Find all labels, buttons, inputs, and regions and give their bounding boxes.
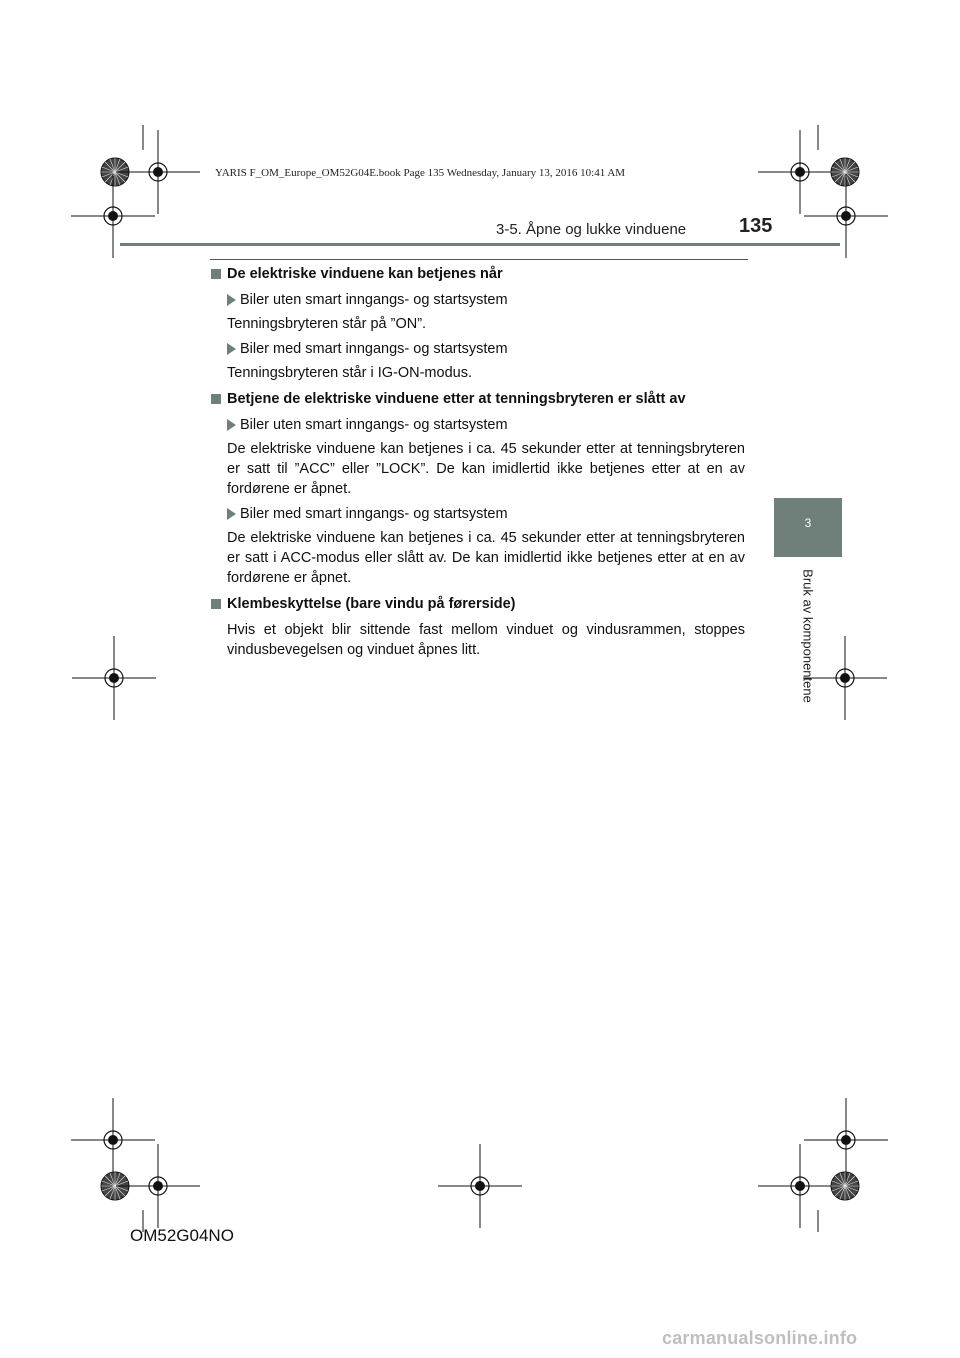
triangle-bullet-icon: [227, 508, 236, 520]
page-number: 135: [739, 215, 773, 237]
page-content: [211, 264, 745, 665]
paragraph: De elektriske vinduene kan betjenes i ca. 45 sekunder etter at tenningsbryteren er satt til ”ACC” eller ”LOCK”. De kan imidlertid ikke betjenes etter at en av fordørene er åpnet.: [227, 441, 745, 497]
triangle-bullet-icon: [227, 294, 236, 306]
watermark: carmanualsonline.info: [662, 1328, 858, 1348]
section-heading: [211, 594, 745, 614]
section-heading: [211, 389, 745, 409]
chapter-tab: [774, 498, 842, 557]
section-heading-text: Klembeskyttelse (bare vindu på førerside): [227, 596, 516, 612]
list-item-label: Biler med smart inngangs- og startsystem: [240, 506, 508, 522]
square-bullet-icon: [211, 394, 221, 404]
list-item-label: Biler med smart inngangs- og startsystem: [240, 341, 508, 357]
chapter-side-title: Bruk av komponentene: [800, 569, 816, 703]
paragraph: Hvis et objekt blir sittende fast mellom vinduet og vindusrammen, stoppes vindusbevegelsen og vinduet åpnes litt.: [227, 622, 745, 658]
header-section-title: 3-5. Åpne og lukke vinduene: [496, 221, 687, 238]
list-item-label: Biler uten smart inngangs- og startsystem: [240, 417, 508, 433]
list-item: [227, 339, 745, 359]
square-bullet-icon: [211, 269, 221, 279]
list-item: [227, 504, 745, 524]
list-item: [227, 290, 745, 310]
document-code: OM52G04NO: [130, 1226, 234, 1245]
section-heading-text: De elektriske vinduene kan betjenes når: [227, 266, 503, 282]
paragraph: De elektriske vinduene kan betjenes i ca. 45 sekunder etter at tenningsbryteren er satt i ACC-modus eller slått av. De kan imidlertid ikke betjenes etter at en av fordørene er åpnet.: [227, 530, 745, 586]
paragraph: Tenningsbryteren står i IG-ON-modus.: [227, 365, 472, 381]
triangle-bullet-icon: [227, 343, 236, 355]
triangle-bullet-icon: [227, 419, 236, 431]
list-item: [227, 415, 745, 435]
book-info-line: YARIS F_OM_Europe_OM52G04E.book Page 135 Wednesday, January 13, 2016 10:41 AM: [215, 167, 626, 179]
chapter-tab-number: 3: [804, 516, 812, 530]
square-bullet-icon: [211, 599, 221, 609]
header-rule: [120, 243, 840, 246]
content-top-rule: [210, 259, 748, 260]
paragraph: Tenningsbryteren står på ”ON”.: [227, 316, 427, 332]
list-item-label: Biler uten smart inngangs- og startsystem: [240, 292, 508, 308]
section-heading-text: Betjene de elektriske vinduene etter at tenningsbryteren er slått av: [227, 391, 686, 407]
section-heading: [211, 264, 745, 284]
